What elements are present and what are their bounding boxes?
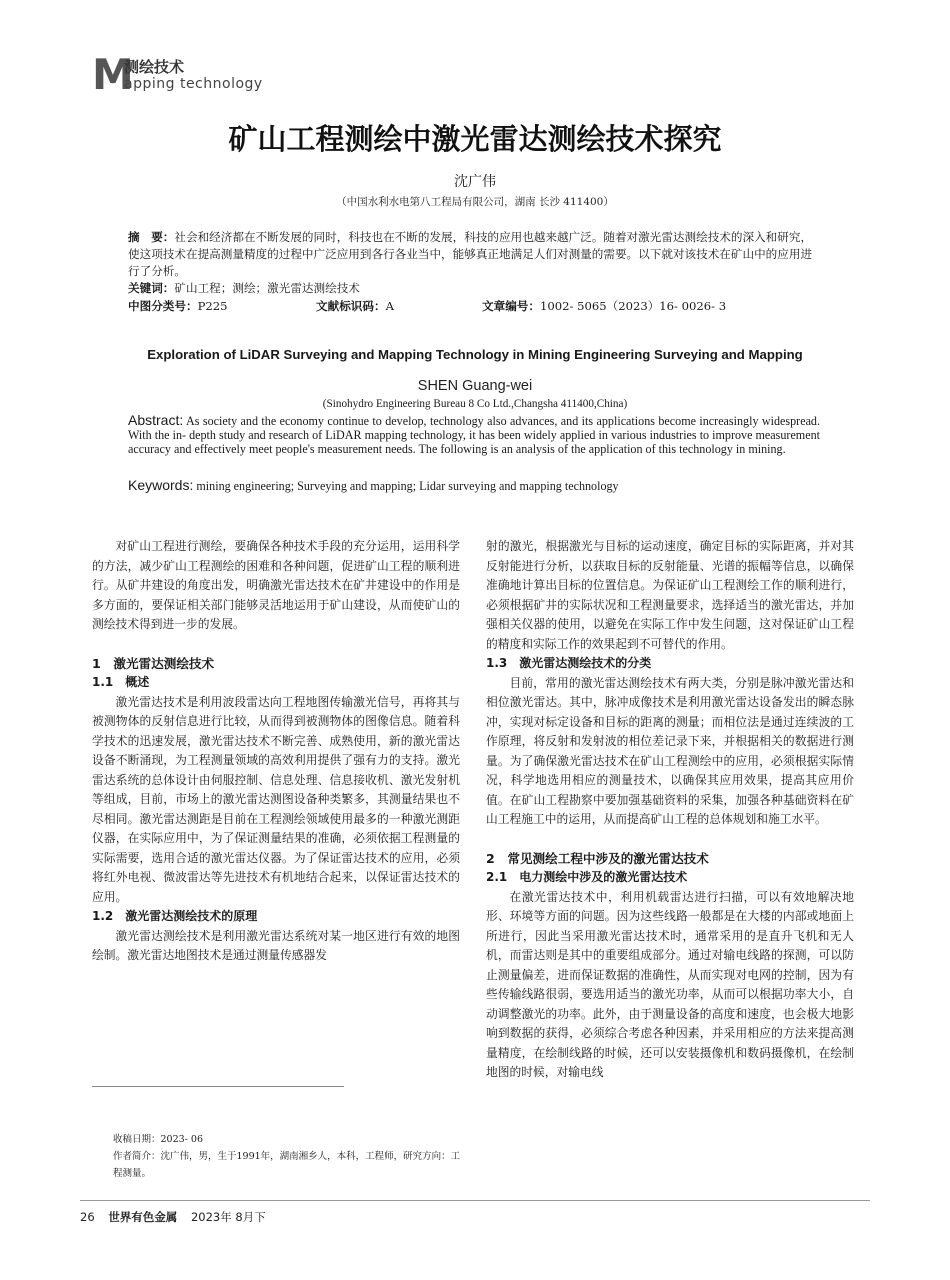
section-1-2-heading: 1.2 激光雷达测绘技术的原理 xyxy=(92,909,258,923)
journal-name: 世界有色金属 xyxy=(108,1210,178,1224)
section-2-1-heading: 2.1 电力测绘中涉及的激光雷达技术 xyxy=(486,870,688,884)
section-1-1-heading: 1.1 概述 xyxy=(92,675,150,689)
journal-logo-letter: M xyxy=(92,50,134,99)
english-author: SHEN Guang-wei xyxy=(417,378,533,394)
abstract-cn-paragraph xyxy=(128,229,823,280)
section-1-2-paragraph: 激光雷达测绘技术是利用激光雷达系统对某一地区进行有效的地图绘制。激光雷达地图技术是通过测量传感器发 xyxy=(92,928,460,962)
page-footer xyxy=(80,1209,276,1225)
section-2-1-paragraph: 在激光雷达技术中，利用机载雷达进行扫描，可以有效地解决地形、环境等方面的问题。因为这些线路一般都是在大楼的内部或地面上所进行，因此当采用激光雷达技术时，通常采用的是直升飞机和无人机，而雷达则是其中的重要组成部分。通过对输电线路的探测，可以防止测量偏差，进而保证数据的准确性，从而实现对电网的控制，因为有些传输线路很弱，要选用适当的激光功率，从而可以根据功率大小，自动调整激光的功率。此外，由于测量设备的高度和速度，也会极大地影响到数据的获得，必须综合考虑各种因素，并采用相应的方法来提高测量精度，在绘制线路的时候，还可以安装摄像机和数码摄像机，在绘制地图的时候，对输电线 xyxy=(486,889,854,1079)
english-title: Exploration of LiDAR Surveying and Mapping Technology in Mining Engineering Surveying and Mapping xyxy=(147,347,803,362)
footnote-divider xyxy=(92,1086,344,1087)
author-affiliation: （中国水利水电第八工程局有限公司，湖南 长沙 411400） xyxy=(336,196,614,208)
english-abstract xyxy=(128,414,820,456)
journal-section-cn: 测绘技术 xyxy=(124,58,185,76)
abstract-cn xyxy=(128,229,823,297)
english-keywords xyxy=(128,478,820,494)
english-abstract-text: As society and the economy continue to develop, technology also advances, and its applications become increasingly widespread. With the in- depth study and research of LiDAR mapping technology, it has been widely applied in various industries to improve measurement accuracy and effectively meet people's measurement needs. The following is an analysis of the application of this technology in mining. xyxy=(128,414,821,456)
footer-divider xyxy=(80,1200,870,1201)
doc-code-value: A xyxy=(385,299,394,313)
page-number: 26 xyxy=(80,1210,95,1224)
english-keywords-text: mining engineering; Surveying and mapping; Lidar surveying and mapping technology xyxy=(196,479,619,493)
intro-paragraph: 对矿山工程进行测绘，要确保各种技术手段的充分运用，运用科学的方法，减少矿山工程测绘的困难和各种问题，促进矿山工程的顺利进行。从矿井建设的角度出发，明确激光雷达技术在矿井建设中的作用是多方面的，要保证相关部门能够灵活地运用于矿山建设，从而使矿山的测绘技术得到进一步的发展。 xyxy=(92,539,460,631)
received-date: 收稿日期：2023- 06 xyxy=(113,1134,203,1145)
abstract-cn-text: 社会和经济都在不断发展的同时，科技也在不断的发展，科技的应用也越来越广泛。随着对激光雷达测绘技术的深入和研究，使这项技术在提高测量精度的过程中广泛应用到各行各业当中，能够真正地满足人们对测量的需要。以下就对该技术在矿山中的应用进行了分析。 xyxy=(128,230,813,278)
clc-value: P225 xyxy=(197,299,228,313)
article-number-label: 文章编号： xyxy=(482,299,540,313)
classification-row xyxy=(128,298,823,315)
issue-date: 2023年 8月下 xyxy=(190,1210,266,1224)
english-abstract-label: Abstract: xyxy=(128,412,184,428)
article-number-value: 1002- 5065（2023）16- 0026- 3 xyxy=(539,299,727,313)
clc-label: 中图分类号： xyxy=(128,299,198,313)
author-bio: 作者简介：沈广伟，男，生于1991年，湖南湘乡人，本科，工程师，研究方向：工程测量。 xyxy=(113,1151,461,1179)
keywords-cn xyxy=(128,280,823,297)
section-1-heading: 1 激光雷达测绘技术 xyxy=(92,655,215,671)
english-keywords-label: Keywords: xyxy=(128,477,194,493)
footnotes xyxy=(113,1131,463,1182)
keywords-cn-text: 矿山工程；测绘；激光雷达测绘技术 xyxy=(174,281,360,295)
section-2-heading: 2 常见测绘工程中涉及的激光雷达技术 xyxy=(486,850,709,866)
body-column-left xyxy=(92,537,460,966)
doc-code xyxy=(316,298,394,315)
keywords-cn-label: 关键词： xyxy=(128,281,175,295)
abstract-cn-label: 摘 要： xyxy=(128,230,175,244)
doc-code-label: 文献标识码： xyxy=(316,299,386,313)
section-1-3-paragraph: 目前，常用的激光雷达测绘技术有两大类，分别是脉冲激光雷达和相位激光雷达。其中，脉冲成像技术是利用激光雷达设备发出的瞬态脉冲，实现对标定设备和目标的距离的测量；而相位法是通过连续波的工作原理，将反射和发射波的相位差记录下来，并根据相关的数据进行测量。为了确保激光雷达技术在矿山工程测绘中的应用，必须根据实际情况，科学地选用相应的测量技术，以确保其应用效果，提高其应用价值。在矿山工程勘察中要加强基础资料的采集，加强各种基础资料在矿山工程施工中的运用，从而提高矿山工程的总体规划和施工水平。 xyxy=(486,675,854,826)
clc-number xyxy=(128,298,228,315)
page-title: 矿山工程测绘中激光雷达测绘技术探究 xyxy=(228,122,722,156)
english-affiliation: (Sinohydro Engineering Bureau 8 Co Ltd.,Changsha 411400,China) xyxy=(322,398,628,410)
section-1-2-continued: 射的激光，根据激光与目标的运动速度，确定目标的实际距离，并对其反射能进行分析，以获取目标的反射能量、光谱的振幅等信息，以确保准确地计算出目标的位置信息。为保证矿山工程测绘工作的顺利进行，必须根据矿井的实际状况和工程测量要求，选择适当的激光雷达，并加强相关仪器的使用，以避免在实际工作中发生问题，这对保证矿山工程的精度和实际工作的效果起到不可替代的作用。 xyxy=(486,539,854,651)
article-number xyxy=(482,298,726,315)
section-1-1-paragraph: 激光雷达技术是利用波段雷达向工程地图传输激光信号，再将其与被测物体的反射信息进行比较，从而得到被测物体的图像信息。随着科学技术的迅速发展，激光雷达技术不断完善、成熟使用，新的激光雷达设备不断涌现，为工程测量领域的高效利用提供了强有力的支持。激光雷达系统的总体设计由伺服控制、信息处理、信息接收机、激光发射机等组成，目前，市场上的激光雷达测图设备种类繁多，其测量结果也不尽相同。激光雷达测距是目前在工程测绘领域使用最多的一种激光测距仪器，在实际应用中，为了保证测量结果的准确，必须依据工程测量的实际需要，选用合适的激光雷达仪器。为了保证雷达技术的应用，必须将红外电视、微波雷达等先进技术有机地结合起来，以保证雷达技术的应用。 xyxy=(92,694,460,904)
section-1-3-heading: 1.3 激光雷达测绘技术的分类 xyxy=(486,656,652,670)
journal-section-en: apping technology xyxy=(124,76,263,92)
body-column-right xyxy=(486,537,854,1083)
author-name: 沈广伟 xyxy=(454,174,496,190)
